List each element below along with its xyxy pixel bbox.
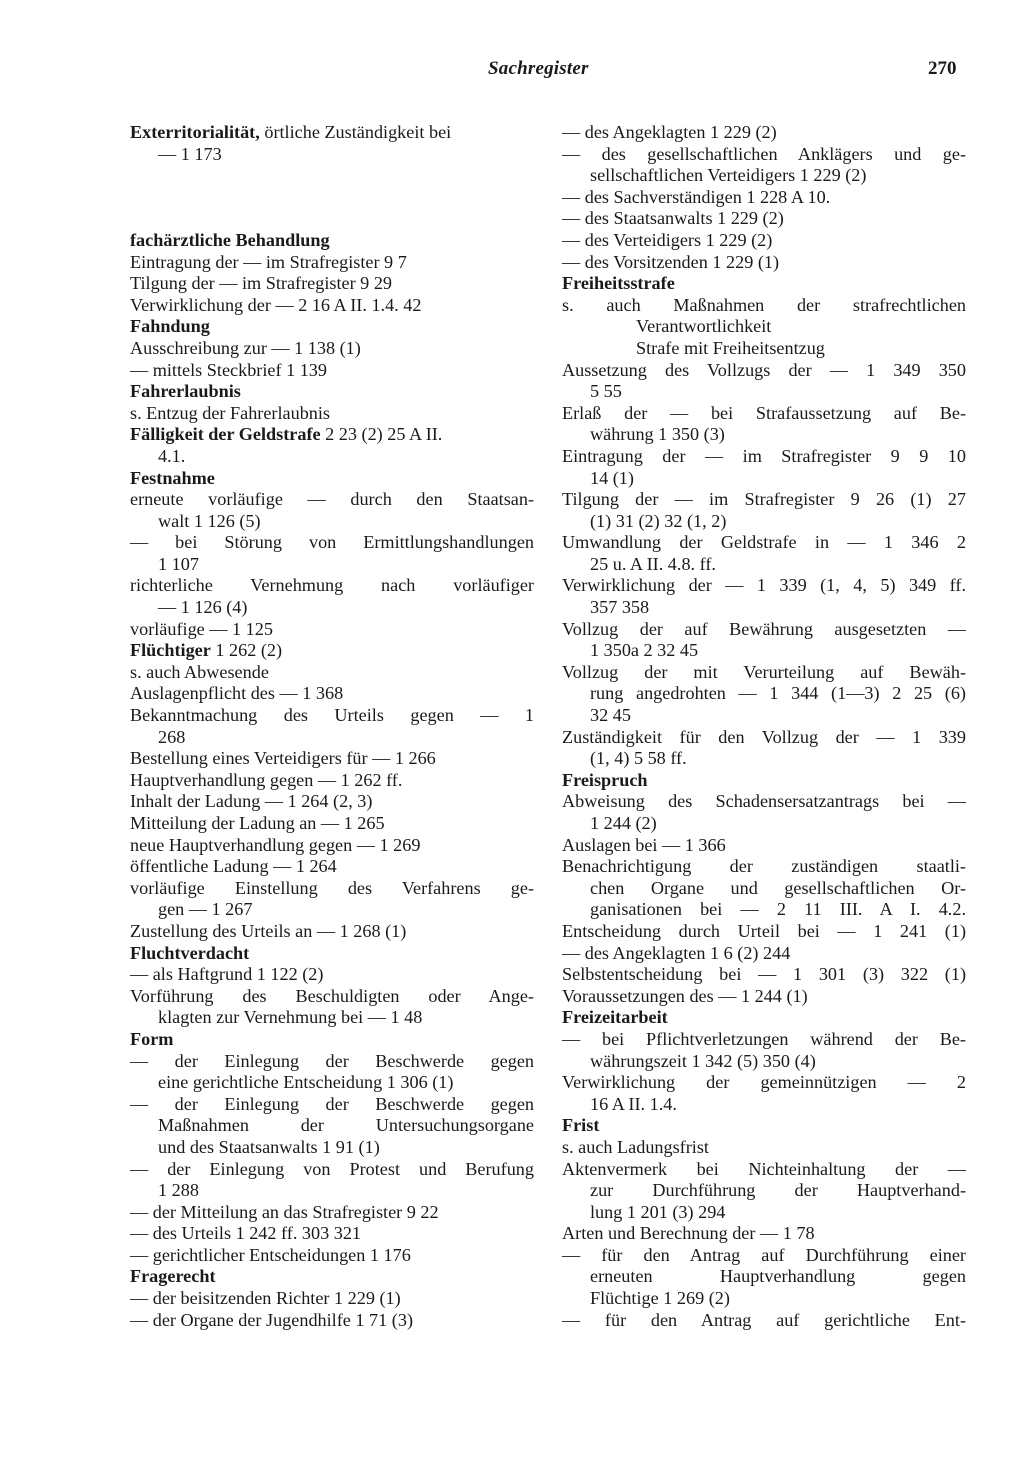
index-entry: 32 45	[590, 705, 631, 726]
index-heading-lead: Fälligkeit der Geldstrafe	[130, 424, 321, 445]
index-entry: — der Einlegung von Protest und Berufung	[130, 1158, 534, 1179]
index-entry: — des Staatsanwalts 1 229 (2)	[562, 208, 784, 229]
page-number: 270	[928, 58, 957, 79]
index-entry: (1) 31 (2) 32 (1, 2)	[590, 510, 727, 531]
index-entry: 25 u. A II. 4.8. ff.	[590, 553, 716, 574]
page-header	[0, 58, 1024, 88]
index-entry: — des Vorsitzenden 1 229 (1)	[562, 251, 780, 272]
index-entry: — als Haftgrund 1 122 (2)	[130, 964, 324, 985]
blank-line	[130, 165, 534, 187]
index-entry: währung 1 350 (3)	[590, 424, 725, 445]
index-entry: — des Angeklagten 1 229 (2)	[562, 122, 777, 142]
index-entry: — bei Störung von Ermittlungshandlungen	[130, 532, 534, 553]
index-heading: Freizeitarbeit	[562, 1007, 668, 1028]
index-entry: erneuten Hauptverhandlung gegen	[590, 1266, 966, 1287]
index-entry: — bei Pflichtverletzungen während der Be-	[562, 1028, 966, 1049]
index-entry: 4.1.	[158, 445, 186, 466]
index-entry: neue Hauptverhandlung gegen — 1 269	[130, 834, 421, 855]
index-heading: Fluchtverdacht	[130, 942, 250, 963]
index-entry: Auslagenpflicht des — 1 368	[130, 683, 344, 704]
index-entry: Verwirklichung der — 2 16 A II. 1.4. 42	[130, 294, 422, 315]
index-entry: Zustellung des Urteils an — 1 268 (1)	[130, 920, 407, 941]
index-entry: — der Organe der Jugendhilfe 1 71 (3)	[130, 1309, 413, 1330]
blank-line	[130, 208, 534, 230]
index-entry: rung angedrohten — 1 344 (1—3) 2 25 (6)	[590, 683, 966, 704]
index-entry: Bekanntmachung des Urteils gegen — 1	[130, 705, 534, 726]
index-entry: Flüchtiger 1 262 (2)	[130, 640, 283, 661]
index-entry: Zuständigkeit für den Vollzug der — 1 339	[562, 726, 966, 747]
index-entry: — der Einlegung der Beschwerde gegen	[130, 1093, 534, 1114]
index-heading: Festnahme	[130, 467, 215, 488]
index-entry: zur Durchführung der Hauptverhand-	[590, 1180, 966, 1201]
index-heading: Freiheitsstrafe	[562, 273, 675, 294]
index-entry: eine gerichtliche Entscheidung 1 306 (1)	[158, 1072, 454, 1093]
index-entry: — der Einlegung der Beschwerde gegen	[130, 1050, 534, 1071]
index-entry: 1 288	[158, 1180, 199, 1201]
index-entry: 1 350a 2 32 45	[590, 640, 699, 661]
index-entry: — 1 173	[158, 143, 222, 164]
index-column-right	[562, 122, 966, 1331]
index-entry: — mittels Steckbrief 1 139	[130, 359, 327, 380]
index-entry: Eintragung der — im Strafregister 9 7	[130, 251, 407, 272]
index-entry: Verwirklichung der — 1 339 (1, 4, 5) 349 ff.	[562, 575, 966, 596]
index-entry: Ausschreibung zur — 1 138 (1)	[130, 337, 361, 358]
index-entry: — der beisitzenden Richter 1 229 (1)	[130, 1288, 401, 1309]
index-heading: Frist	[562, 1115, 600, 1136]
index-entry: gen — 1 267	[158, 899, 253, 920]
index-entry: 268	[158, 726, 186, 747]
index-entry: Abweisung des Schadensersatzantrags bei —	[562, 791, 966, 812]
index-heading: fachärztliche Behandlung	[130, 229, 330, 250]
index-entry: Flüchtige 1 269 (2)	[590, 1288, 730, 1309]
index-entry: Auslagen bei — 1 366	[562, 834, 726, 855]
index-entry: Voraussetzungen des — 1 244 (1)	[562, 985, 808, 1006]
index-entry: Verwirklichung der gemeinnützigen — 2	[562, 1072, 966, 1093]
index-entry: Tilgung der — im Strafregister 9 26 (1) 27	[562, 489, 966, 510]
index-entry: — des Urteils 1 242 ff. 303 321	[130, 1223, 362, 1244]
index-entry: 357 358	[590, 597, 650, 618]
index-entry: s. auch Ladungsfrist	[562, 1136, 709, 1157]
blank-line	[130, 187, 534, 209]
index-entry: Bestellung eines Verteidigers für — 1 266	[130, 748, 436, 769]
index-entry: walt 1 126 (5)	[158, 510, 261, 531]
index-entry: Selbstentscheidung bei — 1 301 (3) 322 (1)	[562, 964, 966, 985]
index-entry: chen Organe und gesellschaftlichen Or-	[590, 877, 966, 898]
index-entry: öffentliche Ladung — 1 264	[130, 856, 337, 877]
index-entry: ganisationen bei — 2 11 III. A I. 4.2.	[590, 899, 966, 920]
index-entry: Vorführung des Beschuldigten oder Ange-	[130, 985, 534, 1006]
index-entry: Aussetzung des Vollzugs der — 1 349 350	[562, 359, 966, 380]
index-entry: Strafe mit Freiheitsentzug	[636, 337, 825, 358]
index-entry: 1 107	[158, 553, 199, 574]
index-entry: — 1 126 (4)	[158, 597, 248, 618]
index-entry: Mitteilung der Ladung an — 1 265	[130, 813, 385, 833]
index-entry: Maßnahmen der Untersuchungsorgane	[158, 1115, 534, 1136]
index-entry: Erlaß der — bei Strafaussetzung auf Be-	[562, 402, 966, 423]
index-entry: 5 55	[590, 381, 622, 402]
index-entry: — des Angeklagten 1 6 (2) 244	[562, 942, 791, 963]
index-entry: Arten und Berechnung der — 1 78	[562, 1223, 815, 1244]
index-heading: Fahndung	[130, 316, 210, 337]
index-entry: klagten zur Vernehmung bei — 1 48	[158, 1007, 423, 1028]
index-entry: richterliche Vernehmung nach vorläufiger	[130, 575, 534, 596]
index-entry: 14 (1)	[590, 467, 634, 488]
index-entry: Eintragung der — im Strafregister 9 9 10	[562, 445, 966, 466]
index-entry: vorläufige Einstellung des Verfahrens ge-	[130, 877, 534, 898]
index-entry: währungszeit 1 342 (5) 350 (4)	[590, 1050, 816, 1071]
index-entry: Vollzug der mit Verurteilung auf Bewäh-	[562, 661, 966, 682]
index-entry: lung 1 201 (3) 294	[590, 1201, 726, 1222]
running-title: Sachregister	[488, 58, 589, 79]
index-heading-lead: Flüchtiger	[130, 640, 211, 661]
index-entry: 1 244 (2)	[590, 813, 657, 833]
index-entry: — für den Antrag auf Durchführung einer	[562, 1244, 966, 1265]
index-heading: Form	[130, 1028, 174, 1049]
index-entry: Hauptverhandlung gegen — 1 262 ff.	[130, 769, 403, 790]
index-entry: Exterritorialität, örtliche Zuständigkeit bei	[130, 122, 452, 142]
index-entry: — des gesellschaftlichen Anklägers und ge-	[562, 143, 966, 164]
index-entry: Benachrichtigung der zuständigen staatli-	[562, 856, 966, 877]
index-heading: Fahrerlaubnis	[130, 381, 241, 402]
index-entry: erneute vorläufige — durch den Staatsan-	[130, 489, 534, 510]
index-entry: vorläufige — 1 125	[130, 618, 273, 639]
index-entry: — des Sachverständigen 1 228 A 10.	[562, 186, 831, 207]
index-heading: Freispruch	[562, 769, 648, 790]
index-entry: und des Staatsanwalts 1 91 (1)	[158, 1136, 380, 1157]
index-entry: Verantwortlichkeit	[636, 316, 772, 337]
index-heading-lead: Exterritorialität,	[130, 122, 260, 142]
index-entry: s. auch Abwesende	[130, 661, 269, 682]
index-entry: — des Verteidigers 1 229 (2)	[562, 229, 773, 250]
index-entry: Inhalt der Ladung — 1 264 (2, 3)	[130, 791, 373, 812]
index-heading: Fragerecht	[130, 1266, 216, 1287]
index-entry: Fälligkeit der Geldstrafe 2 23 (2) 25 A II.	[130, 424, 443, 445]
index-entry: s. auch Maßnahmen der strafrechtlichen	[562, 294, 966, 315]
index-entry: Tilgung der — im Strafregister 9 29	[130, 273, 393, 294]
index-entry: Vollzug der auf Bewährung ausgesetzten —	[562, 618, 966, 639]
index-entry: — der Mitteilung an das Strafregister 9 22	[130, 1201, 439, 1222]
index-entry: 16 A II. 1.4.	[590, 1093, 677, 1114]
index-entry: s. Entzug der Fahrerlaubnis	[130, 402, 331, 423]
index-entry: — gerichtlicher Entscheidungen 1 176	[130, 1244, 411, 1265]
index-entry: Umwandlung der Geldstrafe in — 1 346 2	[562, 532, 966, 553]
index-column-left	[130, 122, 534, 1331]
index-entry: — für den Antrag auf gerichtliche Ent-	[562, 1309, 966, 1330]
index-entry: (1, 4) 5 58 ff.	[590, 748, 687, 769]
index-entry: sellschaftlichen Verteidigers 1 229 (2)	[590, 165, 867, 186]
index-entry: Aktenvermerk bei Nichteinhaltung der —	[562, 1158, 966, 1179]
index-entry: Entscheidung durch Urteil bei — 1 241 (1)	[562, 920, 966, 941]
